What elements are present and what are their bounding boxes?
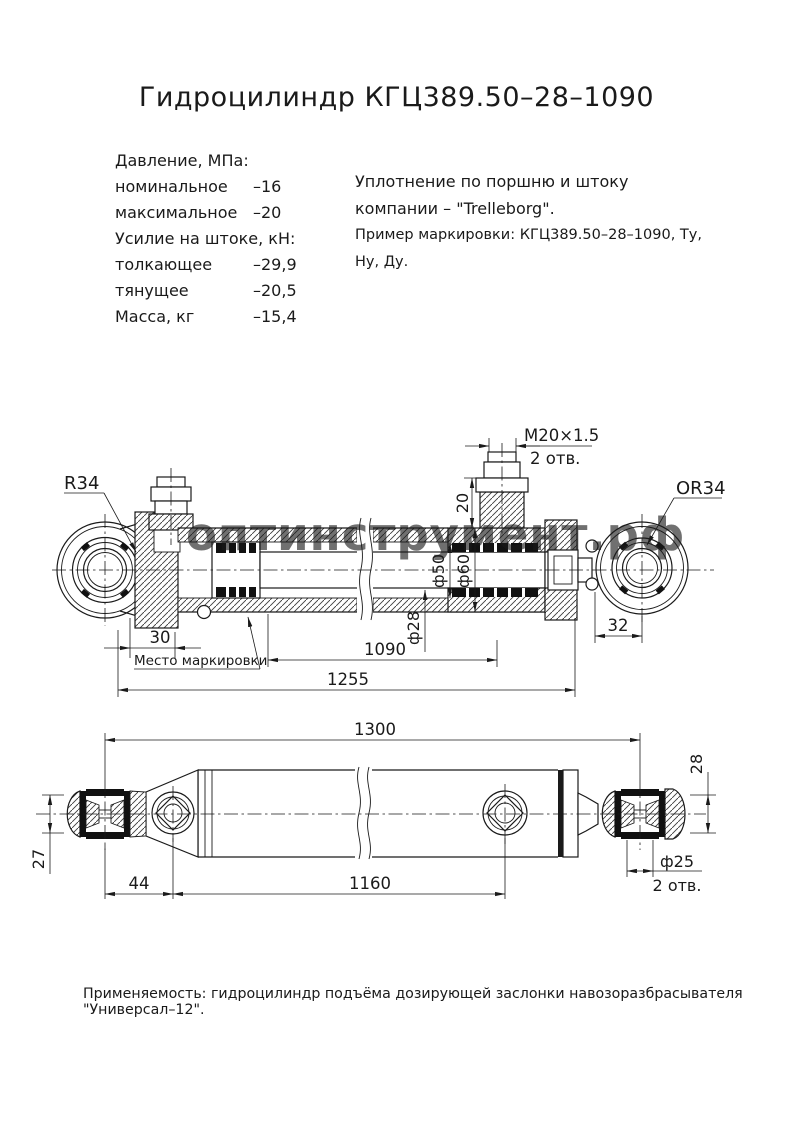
tube-plan xyxy=(198,770,598,857)
dim-label-1090: 1090 xyxy=(364,640,406,659)
note-line: Уплотнение по поршню и штоку xyxy=(355,172,629,191)
dim-label-d28: ф28 xyxy=(404,610,423,646)
spec-label: толкающее xyxy=(115,255,213,274)
weld-dot xyxy=(198,606,211,619)
weld-dot xyxy=(586,578,598,590)
dim-label-20: 20 xyxy=(453,492,472,514)
dim-label-1255: 1255 xyxy=(327,670,369,689)
dim-label-1160: 1160 xyxy=(349,874,391,893)
watermark: оптинструмент.рф xyxy=(186,508,686,561)
note-line: компании – "Trelleborg". xyxy=(355,199,555,218)
spec-label: номинальное xyxy=(115,177,228,196)
upper-drawing xyxy=(52,426,726,697)
lower-drawing xyxy=(29,720,716,899)
note-line: Пример маркировки: КГЦ389.50–28–1090, Ту, Ну, Ду. xyxy=(355,227,702,270)
dim-label-d25-holes: 2 отв. xyxy=(652,876,702,895)
spec-label: Масса, кг xyxy=(115,307,195,326)
dim-label-m20-holes: 2 отв. xyxy=(530,449,581,468)
break-lines xyxy=(355,767,372,859)
spec-label: максимальное xyxy=(115,203,238,222)
dim-label-or34: OR34 xyxy=(676,478,726,499)
dim-label-d50: ф50 xyxy=(429,553,448,589)
spec-value: –20 xyxy=(253,203,282,222)
dim-label-28: 28 xyxy=(687,753,706,775)
dim-label-44: 44 xyxy=(128,874,150,893)
dim-label-m20: M20×1.5 xyxy=(524,426,600,445)
dim-label-d60: ф60 xyxy=(454,553,473,589)
dim-label-32: 32 xyxy=(607,616,629,635)
marking-spot-label: Место маркировки xyxy=(134,653,268,669)
spec-value: –16 xyxy=(253,177,282,196)
dim-label-d25: ф25 xyxy=(659,852,695,871)
dim-label-1300: 1300 xyxy=(354,720,396,739)
spec-value: –20,5 xyxy=(253,281,297,300)
spec-label: Давление, МПа: xyxy=(115,151,249,170)
spec-value: –15,4 xyxy=(253,307,297,326)
spec-label: тянущее xyxy=(115,281,189,300)
spec-value: –29,9 xyxy=(253,255,297,274)
dim-label-30: 30 xyxy=(149,628,171,647)
dim-label-27: 27 xyxy=(29,848,48,870)
application-note: Применяемость: гидроцилиндр подъёма дозирующей заслонки навозоразбрасывателя "Универсал–12". xyxy=(83,986,743,1018)
dim-label-r34: R34 xyxy=(64,473,100,494)
page-title: Гидроцилиндр КГЦ389.50–28–1090 xyxy=(138,82,655,113)
spec-label: Усилие на штоке, кН: xyxy=(115,229,296,248)
